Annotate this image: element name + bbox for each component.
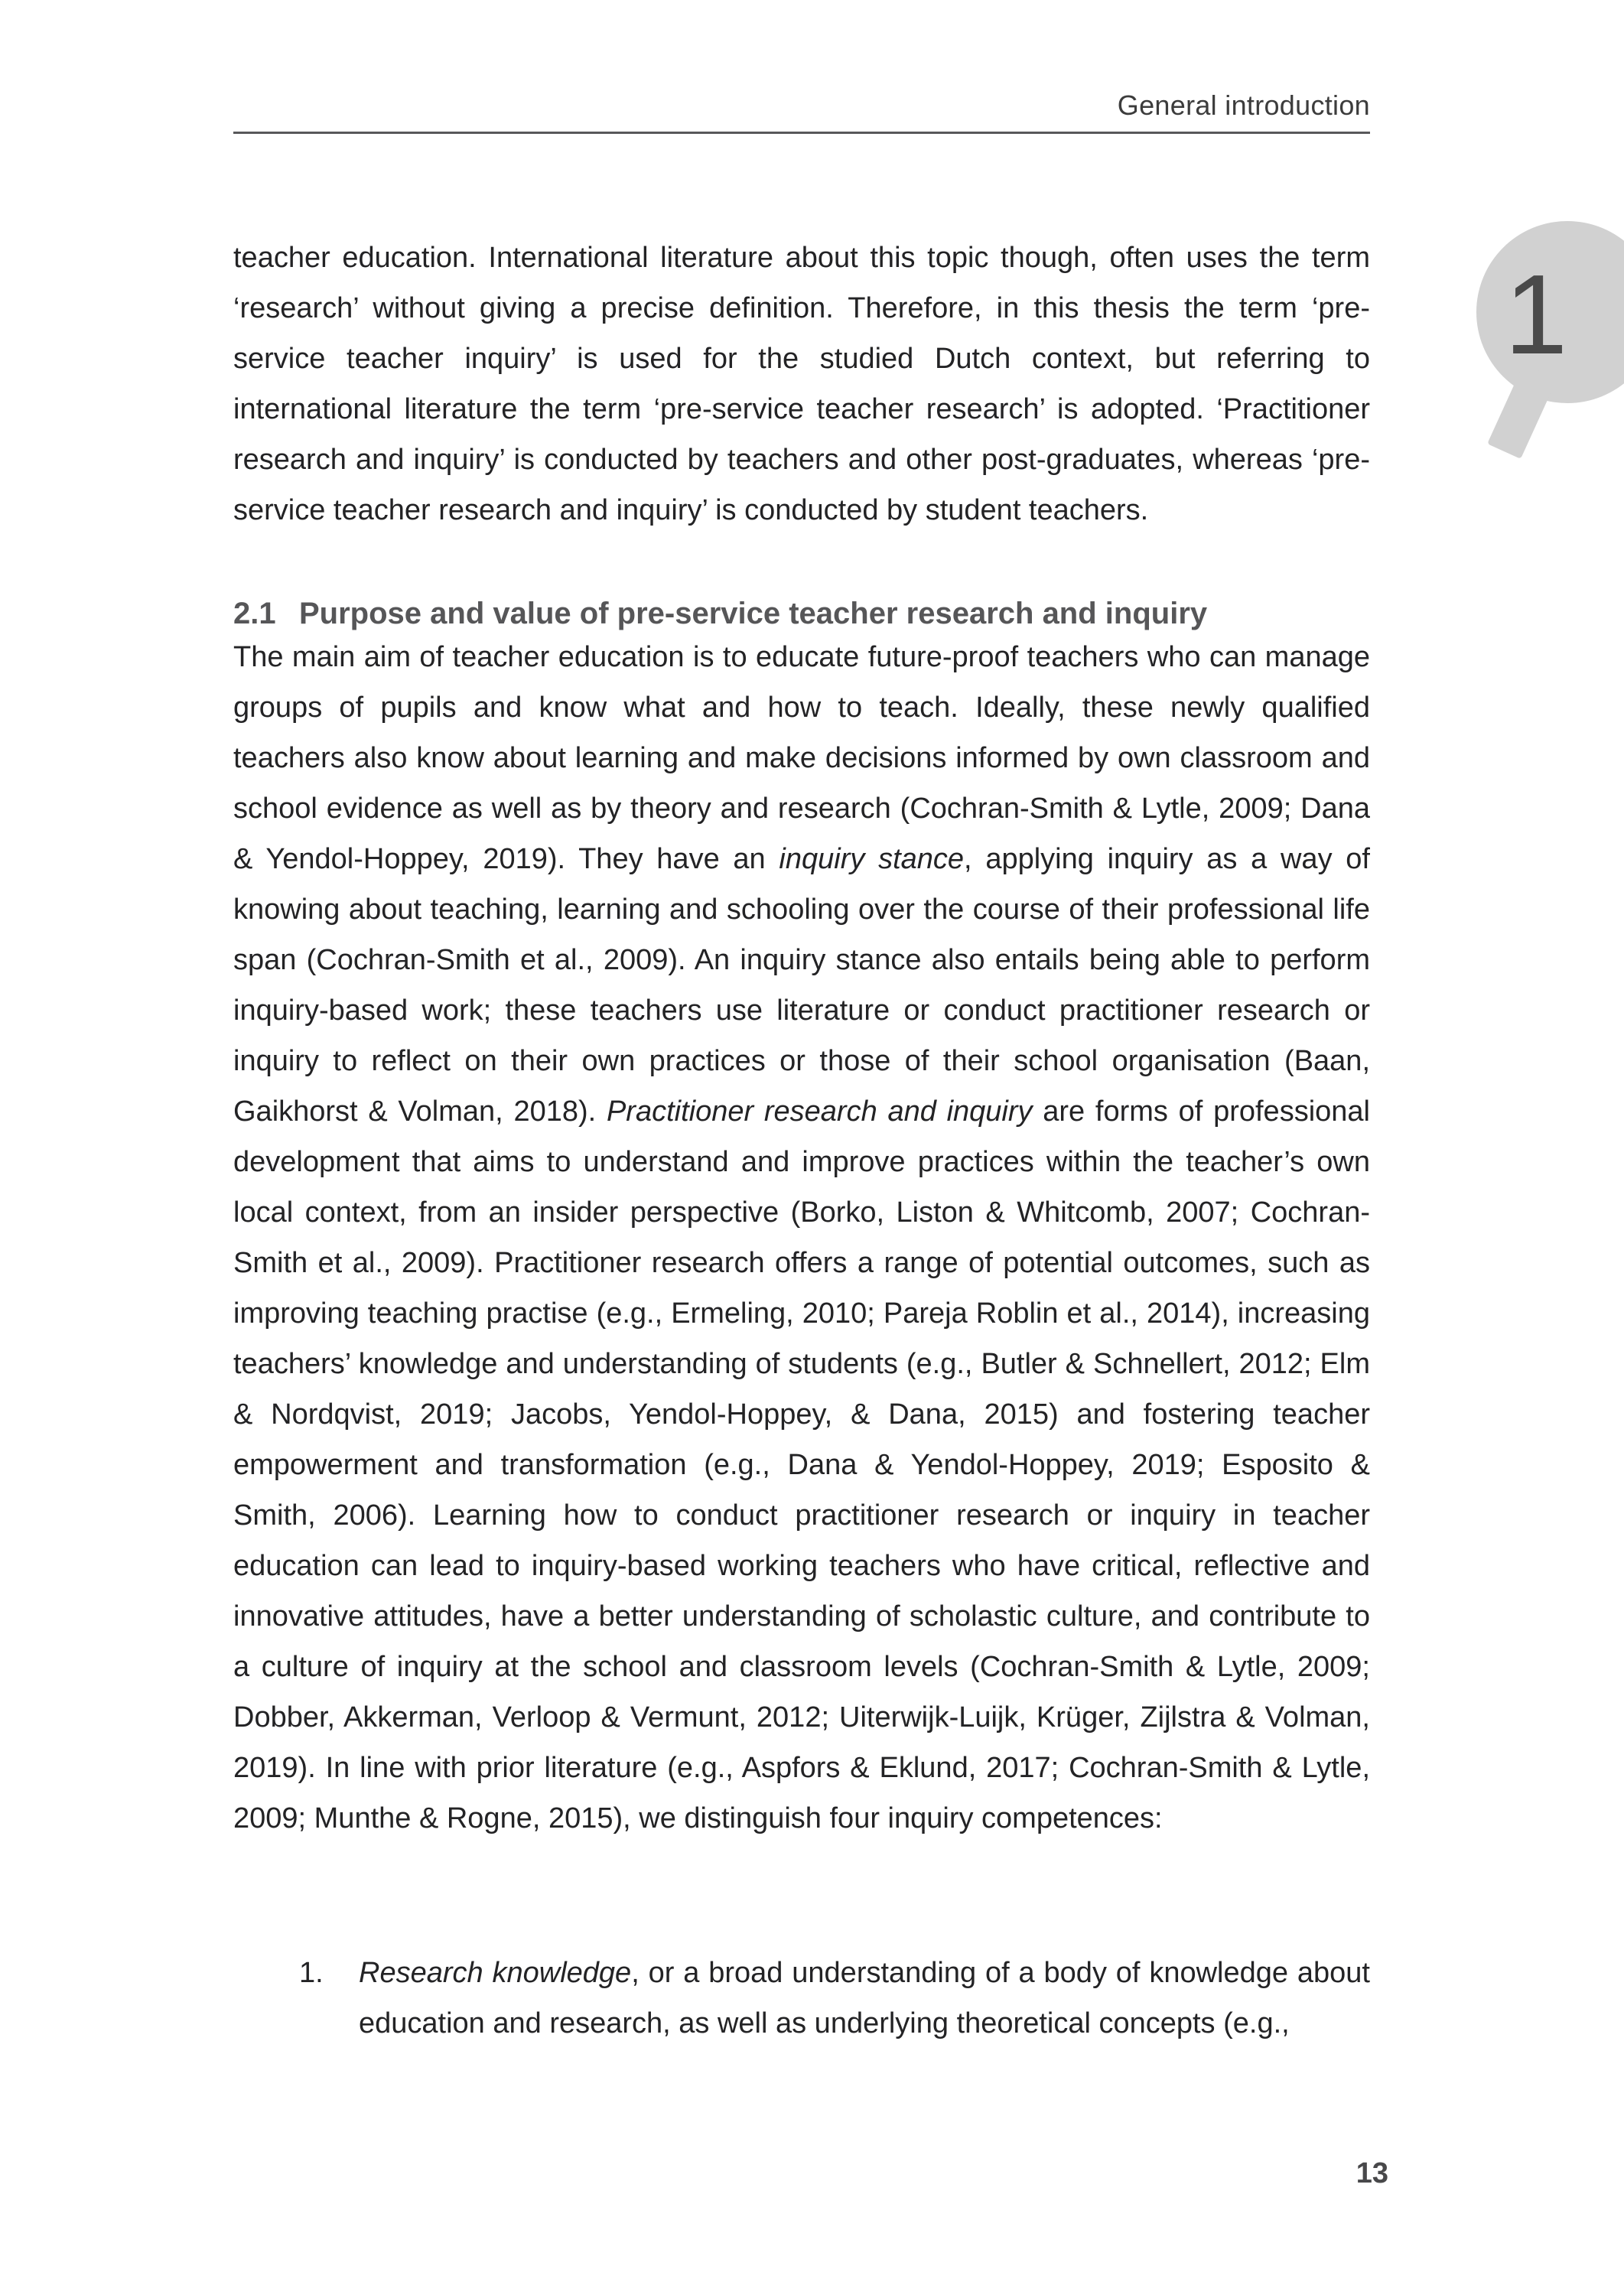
list-item-text [359,1948,1370,2049]
body-paragraph-segment: , applying inquiry as a way of knowing about teaching, learning and schooling over the course of their professional life span (Cochran-Smith et al., 2009). An inquiry stance also entails being able to perform inquiry-based work; these teachers use literature or conduct practitioner research or inquiry to reflect on their own practices or those of their school organisation (Baan, Gaikhorst & Volman, 2018). [233,843,1370,1128]
page-number: 13 [1356,2157,1388,2189]
chapter-number: 1 [1504,252,1568,378]
numbered-list [233,1948,1370,2049]
chapter-badge [1453,191,1624,497]
body-paragraph-segment: are forms of professional development that aims to understand and improve practices within the teacher’s own local context, from an insider perspective (Borko, Liston & Whitcomb, 2007; Cochran-Smith et al., 2009). Practitioner research offers a range of potential outcomes, such as improving teaching practise (e.g., Ermeling, 2010; Pareja Roblin et al., 2014), increasing teachers’ knowledge and understanding of students (e.g., Butler & Schnellert, 2012; Elm & Nordqvist, 2019; Jacobs, Yendol-Hoppey, & Dana, 2015) and fostering teacher empowerment and transformation (e.g., Dana & Yendol-Hoppey, 2019; Esposito & Smith, 2006). Learning how to conduct practitioner research or inquiry in teacher education can lead to inquiry-based working teachers who have critical, reflective and innovative attitudes, have a better understanding of scholastic culture, and contribute to a culture of inquiry at the school and classroom levels (Cochran-Smith & Lytle, 2009; Dobber, Akkerman, Verloop & Vermunt, 2012; Uiterwijk-Luijk, Krüger, Zijlstra & Volman, 2019). In line with prior literature (e.g., Aspfors & Eklund, 2017; Cochran-Smith & Lytle, 2009; Munthe & Rogne, 2015), we distinguish four inquiry competences: [233,1095,1370,1834]
list-item [233,1948,1370,2049]
italic-phrase-inquiry-stance: inquiry stance [779,843,965,875]
section-title: Purpose and value of pre-service teacher research and inquiry [299,597,1208,630]
italic-phrase-research-knowledge: Research knowledge [359,1957,632,1989]
italic-phrase-practitioner-research: Practitioner research and inquiry [606,1095,1033,1128]
magnifier-handle [1487,363,1557,459]
body-paragraph-segment: The main aim of teacher education is to educate future-proof teachers who can manage groups of pupils and know what and how to teach. Ideally, these newly qualified teachers also know about learning and make decisions informed by own classroom and school evidence as well as by theory and research (Cochran-Smith & Lytle, 2009; Dana & Yendol-Hoppey, 2019). They have an [233,641,1370,875]
body-paragraph [233,632,1370,1844]
section-number: 2.1 [233,597,276,630]
list-item-number: 1. [299,1957,324,1989]
opening-paragraph: teacher education. International literature about this topic though, often uses the term ‘research’ without giving a precise definition. Therefore, in this thesis the term ‘pre-service teacher inquiry’ is used for the studied Dutch context, but referring to international literature the term ‘pre-service teacher research’ is adopted. ‘Practitioner research and inquiry’ is conducted by teachers and other post-graduates, whereas ‘pre-service teacher research and inquiry’ is conducted by student teachers. [233,242,1370,526]
running-header-title: General introduction [1117,90,1370,121]
header-rule [233,132,1370,134]
list-item-text-segment: , or a broad understanding of a body of knowledge about education and research, as well as underlying theoretical concepts (e.g., [359,1957,1370,2039]
